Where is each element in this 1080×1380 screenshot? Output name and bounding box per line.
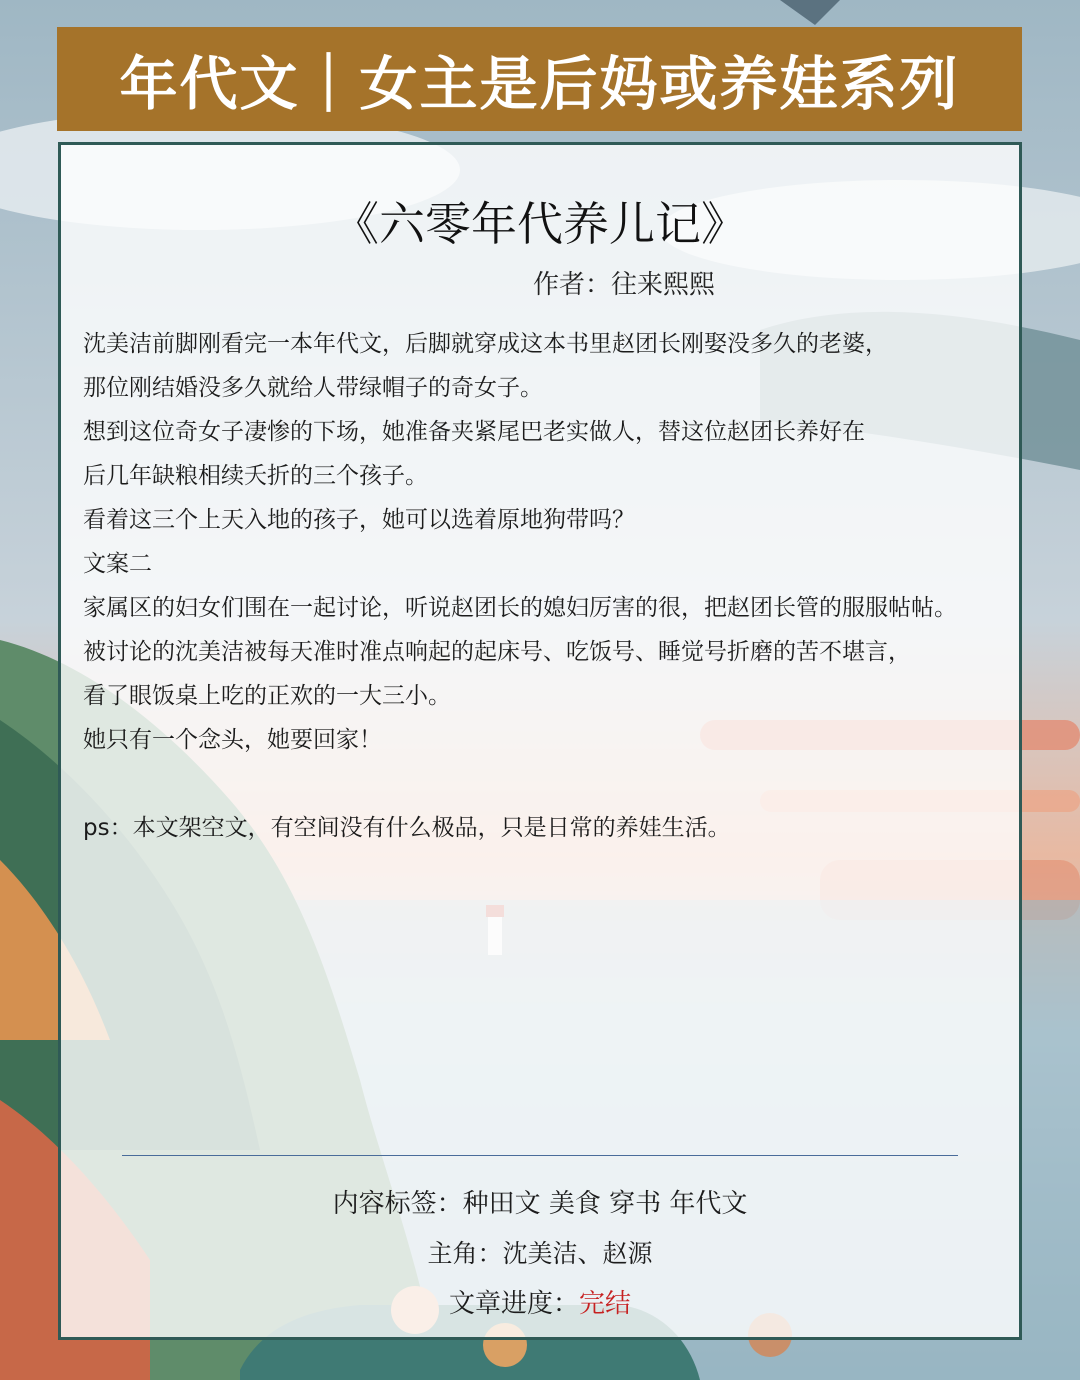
- article-progress: [0, 1283, 1080, 1320]
- synopsis-line: 被讨论的沈美洁被每天准时准点响起的起床号、吃饭号、睡觉号折磨的苦不堪言，: [83, 639, 911, 665]
- book-title: 《六零年代养儿记》: [333, 197, 747, 251]
- synopsis-line: 看了眼饭桌上吃的正欢的一大三小。: [83, 683, 451, 709]
- synopsis-line: 沈美洁前脚刚看完一本年代文，后脚就穿成这本书里赵团长刚娶没多久的老婆，: [83, 331, 888, 357]
- synopsis-note: ps：本文架空文，有空间没有什么极品，只是日常的养娃生活。: [83, 815, 731, 841]
- synopsis-line: 后几年缺粮相续夭折的三个孩子。: [83, 463, 428, 489]
- author-line: [533, 264, 715, 301]
- synopsis-line: 家属区的妇女们围在一起讨论，听说赵团长的媳妇厉害的很，把赵团长管的服服帖帖。: [83, 595, 957, 621]
- synopsis-line: 文案二: [83, 551, 152, 577]
- divider: [122, 1155, 958, 1156]
- progress-label: 文章进度：: [448, 1289, 579, 1319]
- tags-label: 内容标签：: [332, 1189, 463, 1219]
- author-label: 作者：: [533, 270, 612, 300]
- synopsis-line: 她只有一个念头，她要回家！: [83, 727, 382, 753]
- synopsis-blank-line: [83, 762, 1028, 806]
- protagonists: [0, 1234, 1080, 1270]
- progress-status: 完结: [579, 1289, 632, 1319]
- banner-title: 年代文｜女主是后妈或养娃系列: [119, 50, 960, 118]
- content-tags: [0, 1183, 1080, 1220]
- author-name: 往来熙熙: [611, 270, 716, 300]
- protagonists-value: 沈美洁、赵源: [502, 1239, 653, 1268]
- protagonists-label: 主角：: [427, 1239, 503, 1268]
- header-banner: [57, 27, 1022, 131]
- tags-value: 种田文 美食 穿书 年代文: [462, 1189, 748, 1219]
- synopsis-line: 那位刚结婚没多久就给人带绿帽子的奇女子。: [83, 375, 543, 401]
- synopsis: [83, 322, 1028, 850]
- synopsis-line: 想到这位奇女子凄惨的下场，她准备夹紧尾巴老实做人，替这位赵团长养好在: [83, 419, 865, 445]
- synopsis-line: 看着这三个上天入地的孩子，她可以选着原地狗带吗？: [83, 507, 635, 533]
